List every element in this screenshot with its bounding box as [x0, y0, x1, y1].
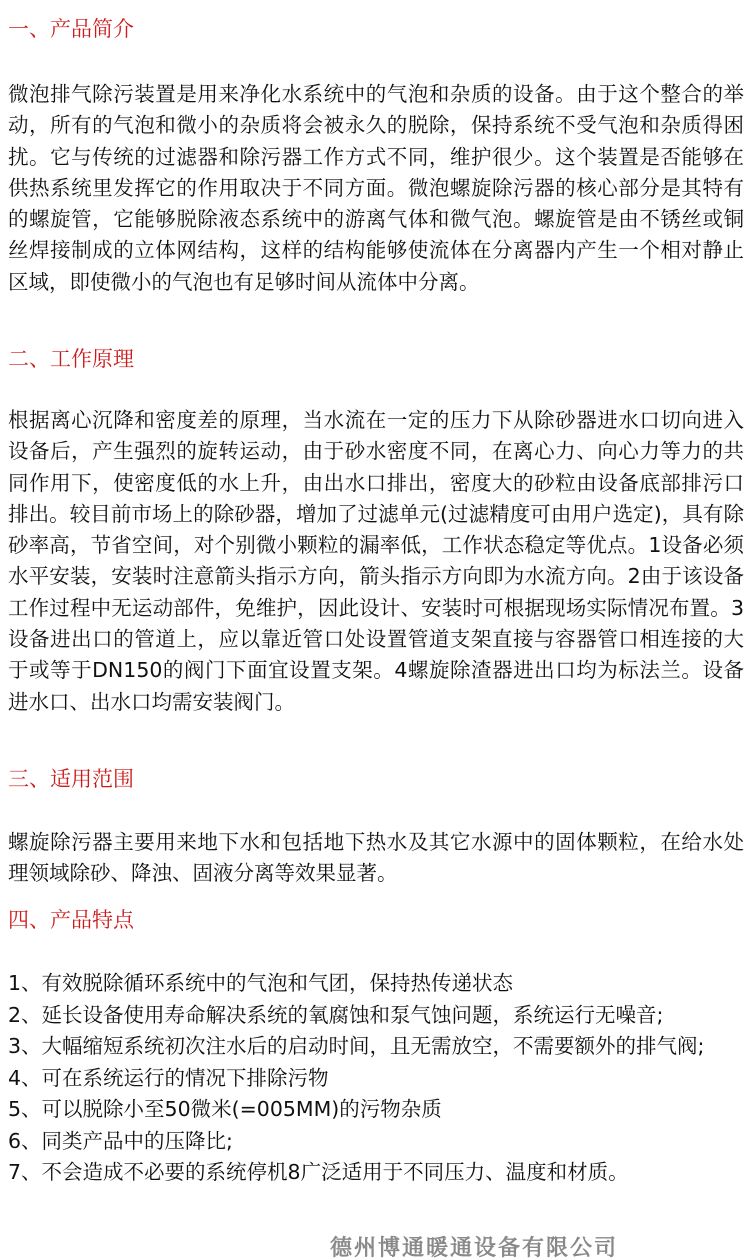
section-body-principle: 根据离心沉降和密度差的原理，当水流在一定的压力下从除砂器进水口切向进入设备后，产生强烈的旋转运动，由于砂水密度不同，在离心力、向心力等力的共同作用下，使密度低的水上升，由出水口排出，密度大的砂粒由设备底部排污口排出。较目前市场上的除砂器，增加了过滤单元(过滤精度可由用户选定)，具有除砂率高，节省空间，对个别微小颗粒的漏率低，工作状态稳定等优点。1设备必须水平安装，安装时注意箭头指示方向，箭头指示方向即为水流方向。2由于该设备工作过程中无运动部件，免维护，因此设计、安装时可根据现场实际情况布置。3设备进出口的管道上，应以靠近管口处设置管道支架直接与容器管口相连接的大于或等于DN150的阀门下面宜设置支架。4螺旋除渣器进出口均为标法兰。设备进水口、出水口均需安装阀门。: [8, 408, 744, 714]
section-heading-features: 四、产品特点: [8, 908, 134, 932]
section-heading-scope: 三、适用范围: [8, 767, 134, 791]
section-heading-intro: 一、产品简介: [8, 17, 134, 41]
feature-item: 2、延长设备使用寿命解决系统的氧腐蚀和泵气蚀问题，系统运行无噪音;: [8, 1002, 664, 1027]
feature-item: 4、可在系统运行的情况下排除污物: [8, 1065, 329, 1090]
watermark-text: 德州博通暖通设备有限公司: [330, 1236, 619, 1260]
section-heading-principle: 二、工作原理: [8, 347, 134, 371]
section-body-intro: 微泡排气除污装置是用来净化水系统中的气泡和杂质的设备。由于这个整合的举动，所有的气泡和微小的杂质将会被永久的脱除，保持系统不受气泡和杂质得困扰。它与传统的过滤器和除污器工作方式不同，维护很少。这个装置是否能够在供热系统里发挥它的作用取决于不同方面。微泡螺旋除污器的核心部分是其特有的螺旋管，它能够脱除液态系统中的游离气体和微气泡。螺旋管是由不锈丝或铜丝焊接制成的立体网结构，这样的结构能够使流体在分离器内产生一个相对静止区域，即使微小的气泡也有足够时间从流体中分离。: [8, 82, 744, 294]
feature-item: 6、同类产品中的压降比;: [8, 1128, 233, 1153]
company-watermark: [0, 1229, 750, 1260]
feature-item: 7、不会造成不必要的系统停机8广泛适用于不同压力、温度和材质。: [8, 1160, 629, 1184]
feature-item: 1、有效脱除循环系统中的气泡和气团，保持热传递状态: [8, 971, 514, 995]
feature-item: 5、可以脱除小至50微米(=005MM)的污物杂质: [8, 1097, 442, 1121]
features-list: [8, 968, 748, 1189]
section-body-scope: 螺旋除污器主要用来地下水和包括地下热水及其它水源中的固体颗粒，在给水处理领域除砂、降浊、固液分离等效果显著。: [8, 830, 744, 886]
feature-item: 3、大幅缩短系统初次注水后的启动时间，且无需放空，不需要额外的排气阀;: [8, 1034, 705, 1058]
